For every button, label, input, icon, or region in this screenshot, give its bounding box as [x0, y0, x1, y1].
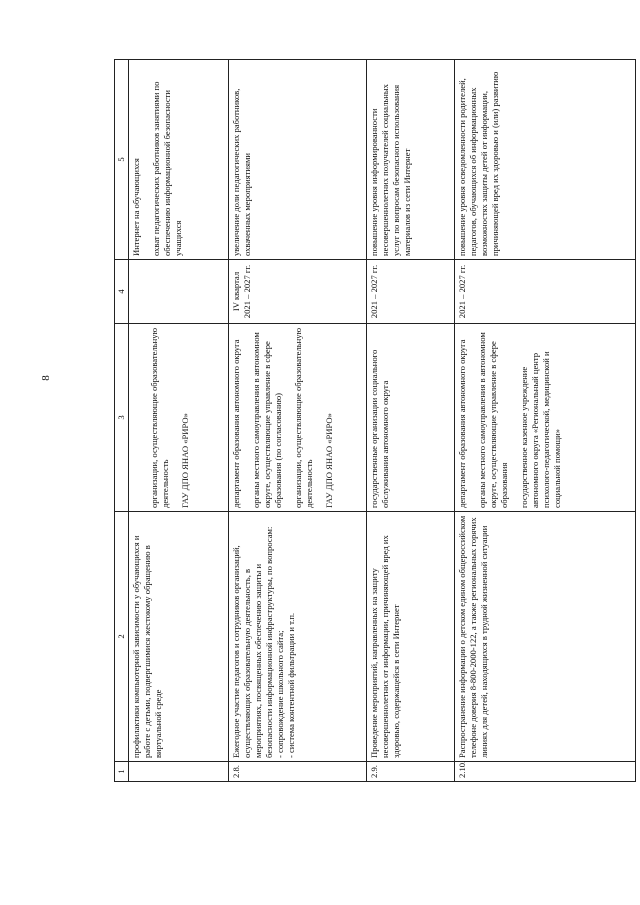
header-col-3: 3 — [115, 324, 129, 512]
header-col-5: 5 — [115, 60, 129, 260]
event-cell — [455, 512, 636, 762]
executor-text: организации, осуществляющие образовательную деятельность — [293, 328, 314, 508]
row-number — [129, 762, 229, 782]
result-text: охват педагогических работников занятиями по обеспечению информационной безопасности учащихся — [151, 81, 183, 256]
event-text: Распространение информации о детском едином общероссийском телефоне доверия 8-800-2000-122, а также региональных горячих линиях для детей, находящихся в трудной жизненной ситуации — [457, 515, 489, 758]
result-text: увеличение доли педагогических работников, охваченных мероприятиями — [231, 88, 252, 256]
executors-cell — [129, 324, 229, 512]
period-cell — [129, 260, 229, 324]
result-cell — [367, 60, 455, 260]
executor-text: департамент образования автономного округа — [231, 339, 241, 508]
header-row — [115, 60, 129, 782]
event-text: - сопровождение школьного сайта; — [275, 630, 285, 758]
row-number: 2.9. — [367, 762, 455, 782]
executor-text: государственные организации социального обслуживания автономного округа — [369, 349, 390, 508]
result-text: повышение уровня осведомленности родителей, педагогов, обучающихся об информационных возможностях защиты детей от информации, причиняющей вред их здоровью и (или) развитию — [457, 71, 500, 256]
page-number: 8 — [39, 375, 52, 381]
header-col-2: 2 — [115, 512, 129, 762]
executors-cell — [229, 324, 367, 512]
result-cell — [129, 60, 229, 260]
row-number: 2.8. — [229, 762, 367, 782]
executors-cell — [367, 324, 455, 512]
header-col-1: 1 — [115, 762, 129, 782]
table-row — [367, 60, 455, 782]
event-cell — [129, 512, 229, 762]
result-text: повышение уровня информированности несовершеннолетних получателей социальных услуг по вопросам безопасного использования материалов из сети Интернет — [369, 84, 412, 256]
period-cell: 2021 – 2027 гг. — [455, 260, 636, 324]
executor-text: департамент образования автономного округа — [457, 339, 467, 508]
table-row — [229, 60, 367, 782]
result-cell — [455, 60, 636, 260]
executor-text: ГАУ ДПО ЯНАО «РИРО» — [180, 413, 190, 508]
event-text: профилактики компьютерной зависимости у обучающихся и работе с детьми, подвергшимися жестокому обращению в виртуальной среде — [131, 535, 163, 758]
event-cell — [229, 512, 367, 762]
event-cell — [367, 512, 455, 762]
event-text: - система контентной фильтрации и т.п. — [286, 612, 296, 758]
table-row — [129, 60, 229, 782]
executor-text: государственное казенное учреждение автономного округа «Региональный центр психолого-педагогической, медицинской и социальной помощи» — [519, 351, 562, 508]
result-text: Интернет на обучающихся — [131, 158, 141, 256]
row-number: 2.10. — [455, 762, 636, 782]
rotated-table-container — [114, 60, 636, 782]
executor-text: органы местного самоуправления в автономном округе, осуществляющие управление в сфере образования (по согласованию) — [251, 332, 283, 508]
executor-text: организации, осуществляющие образовательную деятельность — [149, 328, 170, 508]
executors-cell — [455, 324, 636, 512]
executor-text: органы местного самоуправления в автономном округе, осуществляющие управление в сфере образования — [477, 332, 509, 508]
result-cell — [229, 60, 367, 260]
event-text: Проведение мероприятий, направленных на защиту несовершеннолетних от информации, причиняющей вред их здоровью, содержащейся в сети Интернет — [369, 535, 401, 758]
table-row — [455, 60, 636, 782]
executor-text: ГАУ ДПО ЯНАО «РИРО» — [324, 413, 334, 508]
header-col-4: 4 — [115, 260, 129, 324]
measures-table — [114, 59, 636, 782]
period-cell: IV квартал 2021 – 2027 гг. — [229, 260, 367, 324]
event-text: Ежегодное участие педагогов и сотрудников организаций, осуществляющих образовательную деятельность, в мероприятиях, посвященных обеспечению защиты и безопасности информационной инфраструктуры, по вопросам: — [231, 526, 274, 758]
period-cell: 2021 – 2027 гг. — [367, 260, 455, 324]
